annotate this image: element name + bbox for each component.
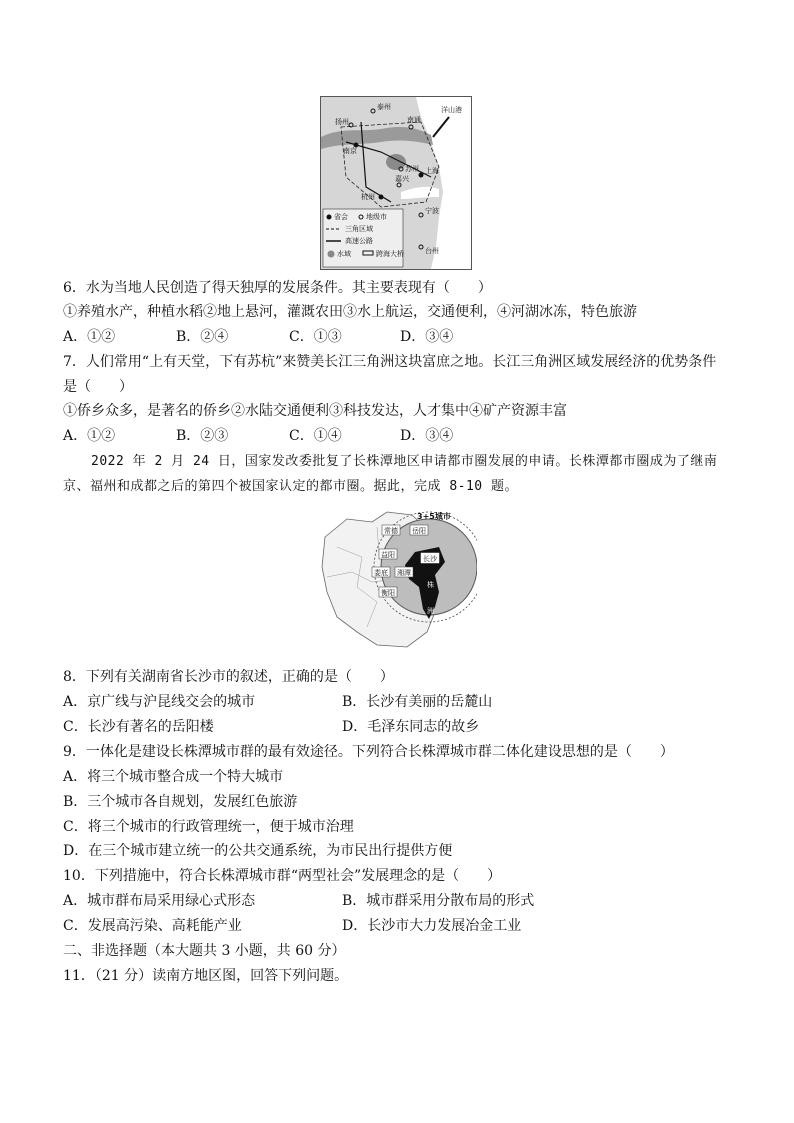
q7-option-d[interactable]: D．③④ — [400, 428, 454, 444]
map2-title: 3+5城市 — [417, 512, 451, 521]
q9-option-a[interactable]: A．将三个城市整合成一个特大城市 — [63, 769, 284, 785]
intro-line2: 京、福州和成都之后的第四个被国家认定的都市圈。据此，完成 8-10 题。 — [63, 479, 518, 494]
q8-option-d[interactable]: D．毛泽东同志的故乡 — [342, 719, 480, 735]
q9-option-d[interactable]: D．在三个城市建立统一的公共交通系统，为市民出行提供方便 — [63, 843, 453, 859]
map1-legend-highway: 高速公路 — [345, 237, 373, 245]
map1-city-yangshan: 洋山港 — [441, 106, 462, 114]
map1-legend-capital: 省会 — [334, 213, 348, 221]
yangtze-delta-map-labels — [321, 97, 471, 269]
changzhutan-map — [317, 507, 477, 652]
map2-city-zhou: 洲 — [427, 607, 434, 615]
map1-city-suzhou: 苏州 — [405, 165, 419, 173]
q10-option-b[interactable]: B．城市群采用分散布局的形式 — [342, 893, 535, 909]
map1-legend-bridge: 跨海大桥 — [376, 250, 404, 258]
intro-line1: 2022 年 2 月 24 日，国家发改委批复了长株潭地区申请都市圈发展的申请。长株潭都市圈成为了继南 — [91, 454, 718, 469]
section2-heading: 二、非选择题（本大题共 3 小题，共 60 分） — [63, 943, 346, 959]
q10-option-c[interactable]: C．发展高污染、高耗能产业 — [63, 918, 242, 934]
q7-option-c[interactable]: C．①④ — [289, 428, 342, 444]
q10-option-a[interactable]: A．城市群布局采用绿心式形态 — [63, 893, 256, 909]
map1-legend-delta: 三角区域 — [345, 225, 373, 233]
q8-option-a[interactable]: A．京广线与沪昆线交会的城市 — [63, 694, 256, 710]
q7-option-a[interactable]: A．①② — [63, 428, 116, 444]
map1-city-ningbo: 宁波 — [425, 207, 439, 215]
q6-option-a[interactable]: A．①② — [63, 329, 116, 345]
q7-option-b[interactable]: B．②③ — [176, 428, 229, 444]
map2-city-zhu: 株 — [427, 581, 434, 589]
q8-option-b[interactable]: B．长沙有美丽的岳麓山 — [342, 694, 493, 710]
changzhutan-map-labels — [317, 507, 477, 652]
map1-city-shanghai: 上海 — [425, 167, 439, 175]
q9-option-c[interactable]: C．将三个城市的行政管理统一，便于城市治理 — [63, 819, 354, 835]
q8-stem: 8．下列有关湖南省长沙市的叙述，正确的是（ ） — [63, 669, 394, 685]
map2-city-yiyang: 益阳 — [381, 551, 395, 559]
map2-city-hengyang: 衡阳 — [381, 589, 395, 597]
map1-city-nanjing: 南京 — [343, 147, 357, 155]
map2-city-changde: 常德 — [384, 527, 398, 535]
q6-option-b[interactable]: B．②④ — [176, 329, 229, 345]
map1-city-yangzhou: 扬州 — [335, 118, 349, 126]
map1-city-jiaxing: 嘉兴 — [395, 175, 409, 183]
q10-stem: 10．下列措施中，符合长株潭城市群“两型社会”发展理念的是（ ） — [63, 868, 502, 884]
q6-option-d[interactable]: D．③④ — [400, 329, 454, 345]
map1-city-taizhou: 泰州 — [377, 103, 391, 111]
map1-city-taizhou-zj: 台州 — [425, 247, 439, 255]
map2-city-yueyang: 岳阳 — [412, 527, 426, 535]
map1-city-hangzhou: 杭州 — [361, 193, 375, 201]
yangtze-delta-map — [320, 96, 472, 270]
map1-city-nantong: 南通 — [407, 116, 421, 124]
q9-stem: 9．一体化是建设长株潭城市群的最有效途径。下列符合长株潭城市群二体化建设思想的是（ ） — [63, 744, 674, 760]
map2-city-xiangtan: 湘潭 — [397, 569, 411, 577]
q10-option-d[interactable]: D．长沙市大力发展冶金工业 — [342, 918, 522, 934]
q7-statements: ①侨乡众多，是著名的侨乡②水陆交通便利③科技发达，人才集中④矿产资源丰富 — [63, 403, 567, 419]
map1-legend-water: 水域 — [337, 250, 351, 258]
q6-statements: ①养殖水产，种植水稻②地上悬河，灌溉农田③水上航运，交通便利，④河湖冰冻，特色旅游 — [63, 304, 637, 320]
map2-city-changsha: 长沙 — [423, 555, 437, 563]
q7-stem-line2: 是（ ） — [63, 379, 133, 395]
map2-city-loudi: 娄底 — [374, 569, 388, 577]
q9-option-b[interactable]: B．三个城市各自规划，发展红色旅游 — [63, 794, 298, 810]
q8-option-c[interactable]: C．长沙有著名的岳阳楼 — [63, 719, 214, 735]
q7-stem-line1: 7．人们常用“上有天堂，下有苏杭”来赞美长江三角洲这块富庶之地。长江三角洲区域发展经济的优势条件 — [63, 354, 717, 370]
q11-stem: 11．（21 分）读南方地区图，回答下列问题。 — [63, 968, 349, 984]
map1-legend-city: 地级市 — [366, 213, 387, 221]
q6-stem: 6．水为当地人民创造了得天独厚的发展条件。其主要表现有（ ） — [63, 280, 492, 296]
q6-option-c[interactable]: C．①③ — [289, 329, 342, 345]
